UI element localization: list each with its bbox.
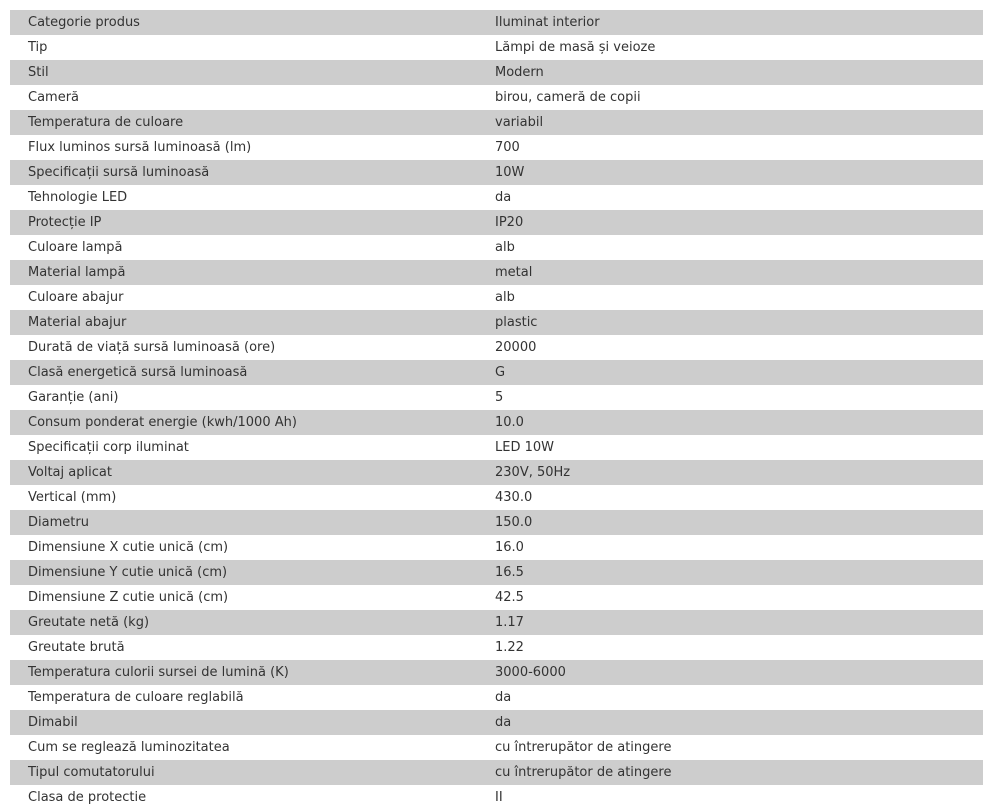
spec-value: birou, cameră de copii: [495, 90, 641, 105]
spec-row: [10, 510, 983, 535]
spec-value: da: [495, 190, 512, 205]
spec-row: [10, 435, 983, 460]
spec-label: Tip: [28, 40, 48, 55]
spec-value: 16.0: [495, 540, 524, 555]
spec-label: Flux luminos sursă luminoasă (lm): [28, 140, 252, 155]
spec-row: [10, 560, 983, 585]
spec-row: [10, 360, 983, 385]
spec-label: Cameră: [28, 90, 80, 105]
spec-label: Dimensiune X cutie unică (cm): [28, 540, 229, 555]
spec-label: Temperatura culorii sursei de lumină (K): [28, 665, 289, 680]
spec-value: II: [495, 790, 503, 805]
spec-row: [10, 260, 983, 285]
spec-label: Clasă energetică sursă luminoasă: [28, 365, 248, 380]
spec-row: [10, 710, 983, 735]
spec-value: 230V, 50Hz: [495, 465, 571, 480]
spec-value: G: [495, 365, 506, 380]
spec-value: da: [495, 715, 512, 730]
spec-value: 20000: [495, 340, 537, 355]
spec-row: [10, 760, 983, 785]
spec-row: [10, 210, 983, 235]
spec-row: [10, 185, 983, 210]
spec-value: 16.5: [495, 565, 524, 580]
spec-value: LED 10W: [495, 440, 554, 455]
spec-label: Greutate brută: [28, 640, 125, 655]
spec-row: [10, 110, 983, 135]
spec-label: Culoare abajur: [28, 290, 124, 305]
spec-value: 430.0: [495, 490, 533, 505]
spec-row: [10, 485, 983, 510]
spec-value: 150.0: [495, 515, 533, 530]
spec-row: [10, 660, 983, 685]
spec-value: 42.5: [495, 590, 524, 605]
spec-label: Temperatura de culoare reglabilă: [28, 690, 244, 705]
spec-row: [10, 410, 983, 435]
spec-label: Clasa de protectie: [28, 790, 147, 805]
spec-label: Tehnologie LED: [28, 190, 128, 205]
spec-label: Cum se reglează luminozitatea: [28, 740, 230, 755]
spec-label: Dimabil: [28, 715, 78, 730]
spec-value: alb: [495, 290, 515, 305]
spec-value: 10.0: [495, 415, 524, 430]
spec-row: [10, 35, 983, 60]
spec-value: IP20: [495, 215, 524, 230]
specifications-table: [10, 10, 983, 810]
spec-label: Consum ponderat energie (kwh/1000 Ah): [28, 415, 297, 430]
spec-label: Material abajur: [28, 315, 127, 330]
spec-value: variabil: [495, 115, 544, 130]
spec-value: 5: [495, 390, 504, 405]
spec-label: Dimensiune Y cutie unică (cm): [28, 565, 228, 580]
spec-row: [10, 135, 983, 160]
spec-row: [10, 235, 983, 260]
spec-value: da: [495, 690, 512, 705]
spec-row: [10, 160, 983, 185]
spec-value: 1.17: [495, 615, 524, 630]
spec-value: Iluminat interior: [495, 15, 600, 30]
spec-row: [10, 385, 983, 410]
spec-label: Durată de viață sursă luminoasă (ore): [28, 340, 276, 355]
spec-row: [10, 585, 983, 610]
spec-label: Temperatura de culoare: [28, 115, 184, 130]
spec-row: [10, 285, 983, 310]
spec-row: [10, 85, 983, 110]
spec-value: plastic: [495, 315, 538, 330]
spec-label: Specificații sursă luminoasă: [28, 165, 210, 180]
spec-value: 700: [495, 140, 520, 155]
spec-value: metal: [495, 265, 533, 280]
spec-row: [10, 610, 983, 635]
specifications-table-body: [10, 10, 983, 810]
spec-label: Material lampă: [28, 265, 126, 280]
spec-label: Garanție (ani): [28, 390, 119, 405]
spec-row: [10, 335, 983, 360]
spec-label: Tipul comutatorului: [28, 765, 155, 780]
spec-label: Stil: [28, 65, 49, 80]
spec-row: [10, 685, 983, 710]
spec-label: Vertical (mm): [28, 490, 117, 505]
spec-row: [10, 535, 983, 560]
spec-label: Protecție IP: [28, 215, 102, 230]
spec-label: Greutate netă (kg): [28, 615, 150, 630]
spec-row: [10, 785, 983, 810]
spec-value: 1.22: [495, 640, 524, 655]
spec-row: [10, 735, 983, 760]
spec-value: 3000-6000: [495, 665, 566, 680]
spec-row: [10, 460, 983, 485]
spec-label: Categorie produs: [28, 15, 140, 30]
spec-label: Culoare lampă: [28, 240, 123, 255]
spec-row: [10, 310, 983, 335]
spec-value: cu întrerupător de atingere: [495, 765, 672, 780]
spec-value: Lămpi de masă și veioze: [495, 40, 656, 55]
spec-label: Diametru: [28, 515, 89, 530]
spec-row: [10, 635, 983, 660]
spec-label: Voltaj aplicat: [28, 465, 112, 480]
spec-row: [10, 60, 983, 85]
spec-value: Modern: [495, 65, 544, 80]
spec-value: cu întrerupător de atingere: [495, 740, 672, 755]
spec-row: [10, 10, 983, 35]
spec-label: Specificații corp iluminat: [28, 440, 189, 455]
spec-value: 10W: [495, 165, 525, 180]
spec-value: alb: [495, 240, 515, 255]
spec-label: Dimensiune Z cutie unică (cm): [28, 590, 229, 605]
